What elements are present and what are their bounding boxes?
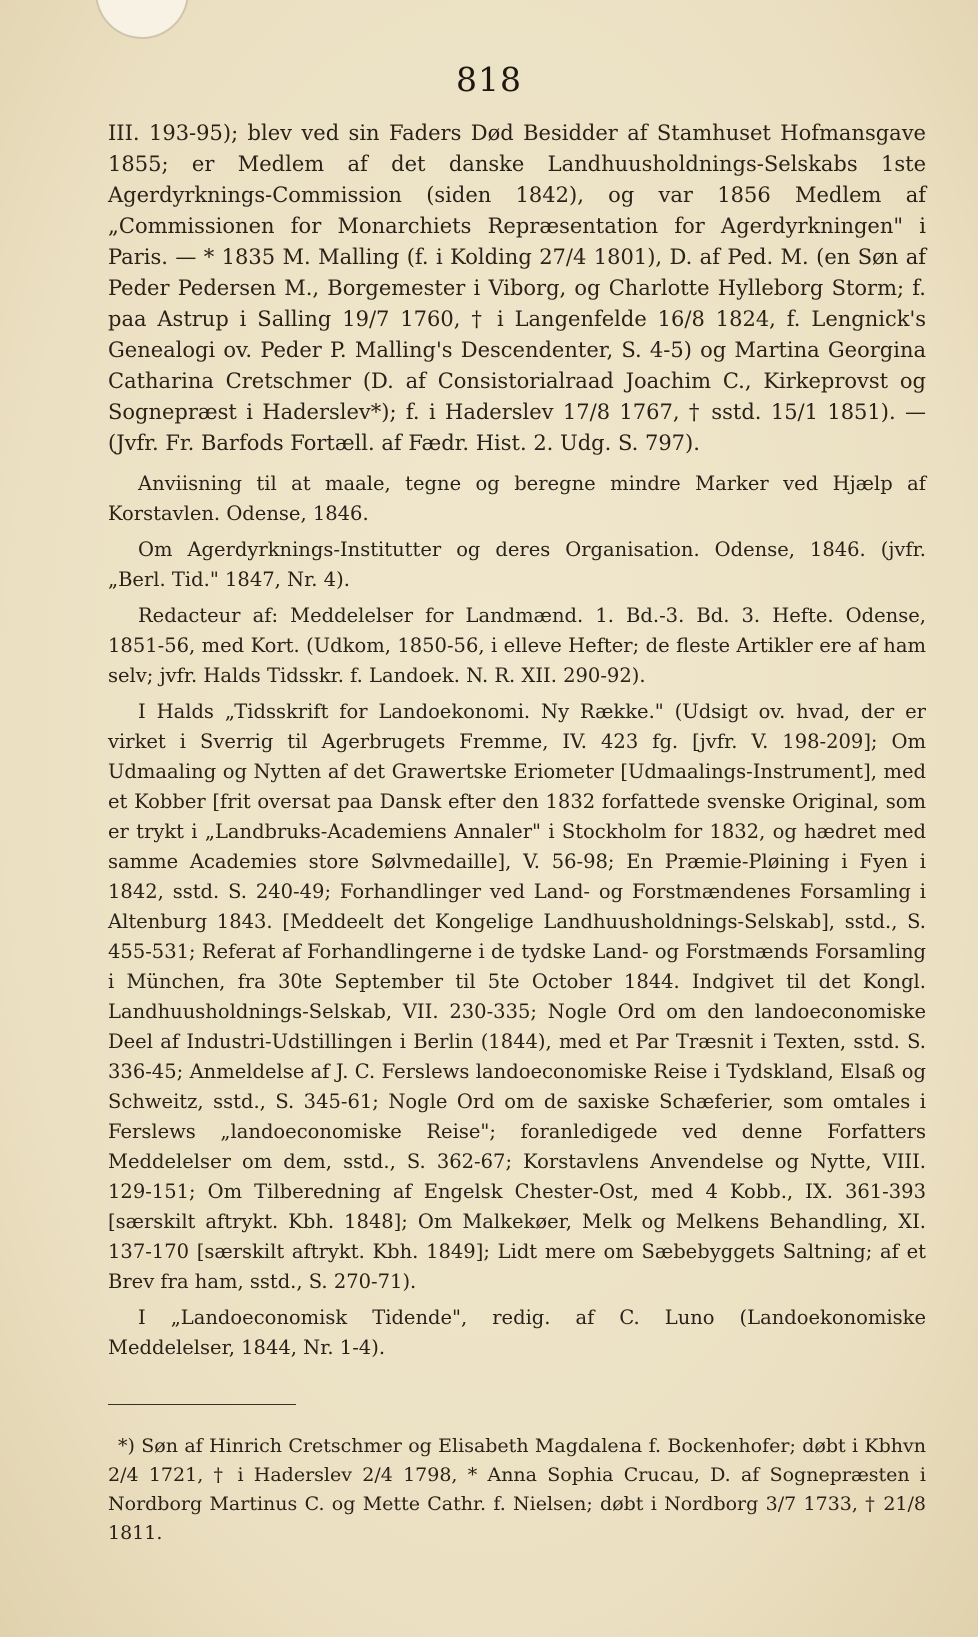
library-stamp bbox=[95, 0, 189, 39]
bibliography-entry: I Halds „Tidsskrift for Landoekonomi. Ny Række." (Udsigt ov. hvad, der er virket i Sverrig til Agerbrugets Fremme, IV. 423 fg. [jvfr. V. 198-209]; Om Udmaaling og Nytten af det Grawertske Eriometer [Udmaalings-Instrument], med et Kobber [frit oversat paa Dansk efter den 1832 forfattede svenske Original, som er trykt i „Landbruks-Academiens Annaler" i Stockholm for 1832, og hædret med samme Academies store Sølvmedaille], V. 56-98; En Præmie-Pløining i Fyen i 1842, sstd. S. 240-49; Forhandlinger ved Land- og Forstmændenes Forsamling i Altenburg 1843. [Meddeelt det Kongelige Landhuusholdnings-Selskab], sstd., S. 455-531; Referat af Forhandlingerne i de tydske Land- og Forstmænds Forsamling i München, fra 30te September til 5te October 1844. Indgivet til det Kongl. Landhuusholdnings-Selskab, VII. 230-335; Nogle Ord om den landoeconomiske Deel af Industri-Udstillingen i Berlin (1844), med et Par Træsnit i Texten, sstd. S. 336-45; Anmeldelse af J. C. Ferslews landoeconomiske Reise i Tydskland, Elsaß og Schweitz, sstd., S. 345-61; Nogle Ord om de saxiske Schæferier, som omtales i Ferslews „landoeconomiske Reise"; foranledigede ved denne Forfatters Meddelelser om dem, sstd., S. 362-67; Korstavlens Anvendelse og Nytte, VIII. 129-151; Om Tilberedning af Engelsk Chester-Ost, med 4 Kobb., IX. 361-393 [særskilt aftrykt. Kbh. 1848]; Om Malkekøer, Melk og Melkens Behandling, XI. 137-170 [særskilt aftrykt. Kbh. 1849]; Lidt mere om Sæbebyggets Saltning; af et Brev fra ham, sstd., S. 270-71). bbox=[108, 700, 926, 1293]
footnote: *) Søn af Hinrich Cretschmer og Elisabeth Magdalena f. Bockenhofer; døbt i Kbhvn 2/4 1721, † i Haderslev 2/4 1798, * Anna Sophia Crucau, D. af Sognepræsten i Nordborg Martinus C. og Mette Cathr. f. Nielsen; døbt i Nordborg 3/7 1733, † 21/8 1811. bbox=[108, 1435, 926, 1544]
bibliography-entry: Redacteur af: Meddelelser for Landmænd. 1. Bd.-3. Bd. 3. Hefte. Odense, 1851-56, med Kort. (Udkom, 1850-56, i elleve Hefter; de fleste Artikler ere af ham selv; jvfr. Halds Tidsskr. f. Landoek. N. R. XII. 290-92). bbox=[108, 604, 926, 687]
bibliography-entry: I „Landoeconomisk Tidende", redig. af C. Luno (Landoekonomiske Meddelelser, 1844, Nr. 1-4). bbox=[108, 1306, 926, 1359]
biography-paragraph: III. 193-95); blev ved sin Faders Død Besidder af Stamhuset Hofmansgave 1855; er Medlem af det danske Landhuusholdnings-Selskabs 1ste Agerdyrknings-Commission (siden 1842), og var 1856 Medlem af „Commissionen for Monarchiets Repræsentation for Agerdyrkningen" i Paris. — * 1835 M. Malling (f. i Kolding 27/4 1801), D. af Ped. M. (en Søn af Peder Pedersen M., Borgemester i Viborg, og Charlotte Hylleborg Storm; f. paa Astrup i Salling 19/7 1760, † i Langenfelde 16/8 1824, f. Lengnick's Genealogi ov. Peder P. Malling's Descendenter, S. 4-5) og Martina Georgina Catharina Cretschmer (D. af Consistorialraad Joachim C., Kirkeprovst og Sognepræst i Haderslev*); f. i Haderslev 17/8 1767, † sstd. 15/1 1851). — (Jvfr. Fr. Barfods Fortæll. af Fædr. Hist. 2. Udg. S. 797). bbox=[108, 121, 926, 455]
bibliography-entry: Om Agerdyrknings-Institutter og deres Organisation. Odense, 1846. (jvfr. „Berl. Tid." 1847, Nr. 4). bbox=[108, 538, 926, 591]
bibliography-entry: Anviisning til at maale, tegne og beregne mindre Marker ved Hjælp af Korstavlen. Odense, 1846. bbox=[108, 472, 926, 525]
main-text bbox=[108, 118, 926, 1363]
page-number: 818 bbox=[456, 60, 522, 99]
footnote-divider bbox=[108, 1404, 296, 1405]
